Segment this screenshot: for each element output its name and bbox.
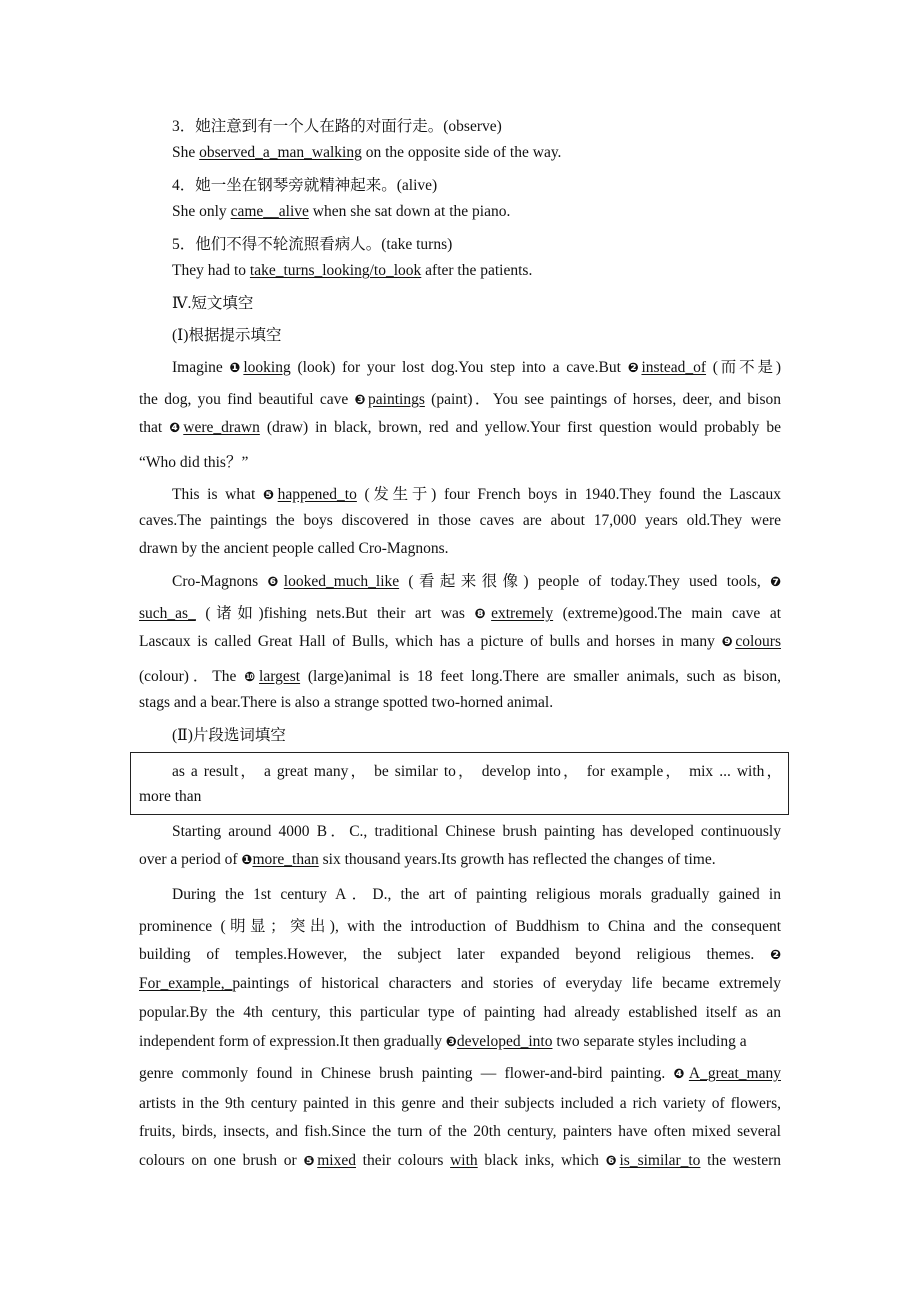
text: after the patients. [421, 262, 533, 279]
text: (large)animal is 18 feet long.There are smaller animals, such as bison, [300, 668, 781, 685]
text: that [139, 419, 170, 436]
question-4-answer-line [172, 203, 510, 221]
text: the western [700, 1152, 781, 1169]
passage-2-line-3 [172, 882, 781, 904]
blank-number: ❹ [169, 421, 184, 436]
answer-blank: more_than [252, 851, 319, 868]
text: two separate styles including a [552, 1033, 747, 1050]
blank-number: ❸ [445, 1035, 457, 1050]
passage-1-line-11 [139, 664, 781, 686]
text: six thousand years.Its growth has reflected the changes of time. [318, 851, 716, 868]
blank-number: ❶ [241, 853, 253, 868]
answer-blank: largest [259, 668, 301, 685]
blank-number: ❻ [605, 1154, 620, 1169]
text: She only [172, 203, 231, 220]
question-3-answer-line [172, 144, 561, 162]
question-5-prompt: 5．他们不得不轮流照看病人。(take turns) [172, 236, 453, 253]
answer-blank: happened_to [277, 486, 357, 503]
passage-1-line-10 [139, 633, 781, 651]
passage-1-line-5 [172, 482, 781, 504]
text: They had to [172, 262, 250, 279]
word-option: develop into， [481, 763, 581, 780]
passage-1-line-4: “Who did this？” [139, 454, 249, 471]
text: building of temples.However, the subject later expanded beyond religious themes. [139, 946, 770, 963]
word-option: more than [139, 788, 202, 805]
blank-number: ❺ [303, 1154, 318, 1169]
answer-blank: extremely [491, 605, 554, 622]
text: She [172, 144, 200, 161]
part-2-heading: (Ⅱ)片段选词填空 [172, 727, 286, 744]
blank-number: ❷ [627, 361, 642, 376]
text: paintings of historical characters and stories of everyday life became extremely [232, 975, 781, 992]
answer-blank: such_as_ [139, 605, 196, 622]
passage-2-line-8 [139, 1033, 747, 1051]
question-4-prompt: 4．她一坐在钢琴旁就精神起来。(alive) [172, 177, 438, 194]
text: (paint)．You see paintings of horses, deer, and bison [424, 391, 781, 408]
text: Starting around 4000 B．C., traditional Chinese brush painting has developed continuously [172, 823, 781, 840]
passage-2-line-7: popular.By the 4th century, this particular type of painting had already established itself as an [139, 1004, 781, 1021]
blank-number: ❼ [769, 575, 781, 590]
answer-blank: A_great_many [688, 1065, 781, 1082]
text: independent form of expression.It then gradually [139, 1033, 446, 1050]
passage-1-line-12: stags and a bear.There is also a strange spotted two-horned animal. [139, 694, 554, 711]
passage-1-line-2 [139, 387, 781, 409]
word-option: a great many， [264, 763, 369, 780]
text: when she sat down at the piano. [308, 203, 511, 220]
word-option: mix [689, 763, 714, 780]
answer-blank: observed_a_man_walking [199, 144, 362, 161]
text: on the opposite side of the way. [361, 144, 562, 161]
word-bank-box [130, 752, 789, 815]
passage-2-line-10: artists in the 9th century painted in this genre and their subjects included a rich variety of flowers, [139, 1095, 781, 1112]
passage-1-line-6: caves.The paintings the boys discovered in those caves are about 17,000 years old.They were [139, 512, 781, 529]
answer-blank: looked_much_like [283, 573, 400, 590]
part-1-heading: (Ⅰ)根据提示填空 [172, 327, 282, 344]
answer-blank: For_example,_ [139, 975, 233, 992]
text: the dog, you find beautiful cave [139, 391, 355, 408]
blank-number: ❿ [244, 670, 260, 685]
section-iv-heading: Ⅳ.短文填空 [172, 295, 254, 312]
text: their colours [355, 1152, 451, 1169]
word-option: for example， [586, 763, 684, 780]
passage-2-line-9 [139, 1065, 781, 1083]
blank-number: ❽ [474, 607, 492, 622]
passage-2-line-4: prominence (明显；突出), with the introduction of Buddhism to China and the consequent [139, 918, 781, 935]
text: (发生于) four French boys in 1940.They found the Lascaux [356, 486, 781, 503]
blank-number: ❶ [229, 361, 244, 376]
passage-1-line-8 [172, 569, 781, 591]
text: This is what [172, 486, 263, 503]
question-5-answer-line [172, 262, 532, 280]
passage-2-line-2 [139, 851, 716, 869]
answer-blank: developed_into [456, 1033, 553, 1050]
answer-blank: mixed [317, 1152, 356, 1169]
text: Imagine [172, 359, 230, 376]
passage-2-line-11: fruits, birds, insects, and fish.Since the turn of the 20th century, painters have often mixed several [139, 1123, 781, 1140]
answer-blank: were_drawn [183, 419, 260, 436]
text: colours on one brush or [139, 1152, 304, 1169]
passage-2-line-6 [139, 975, 781, 993]
text: (extreme)good.The main cave at [553, 605, 782, 622]
passage-2-line-12 [139, 1152, 781, 1170]
blank-number: ❾ [721, 635, 736, 650]
word-option: as a result， [172, 763, 259, 780]
text: During the 1st century A．D., the art of painting religious morals gradually gained in [172, 886, 781, 903]
answer-blank: take_turns_looking/to_look [249, 262, 422, 279]
text: (draw) in black, brown, red and yellow.Your first question would probably be [259, 419, 781, 436]
text: black inks, which [477, 1152, 606, 1169]
blank-number: ❻ [267, 575, 284, 590]
blank-number: ❸ [354, 393, 369, 408]
blank-number: ❺ [262, 488, 278, 503]
answer-blank: with [450, 1152, 478, 1169]
text: (诸如)fishing nets.But their art was [195, 605, 475, 622]
word-option: be similar to， [374, 763, 476, 780]
passage-2-line-1 [172, 819, 781, 841]
text: genre commonly found in Chinese brush painting — flower-and-bird painting. [139, 1065, 674, 1082]
text: Cro-Magnons [172, 573, 268, 590]
blank-number: ❹ [673, 1067, 689, 1082]
passage-1-line-1 [172, 355, 781, 377]
text: (而不是) [706, 359, 781, 376]
text: over a period of [139, 851, 242, 868]
text: (look) for your lost dog.You step into a cave.But [290, 359, 628, 376]
text: (看起来很像) people of today.They used tools, [399, 573, 770, 590]
word-bank-row [172, 759, 782, 781]
text: Lascaux is called Great Hall of Bulls, which has a picture of bulls and horses in many [139, 633, 722, 650]
answer-blank: instead_of [641, 359, 707, 376]
answer-blank: is_similar_to [619, 1152, 701, 1169]
passage-1-line-3 [139, 419, 781, 437]
answer-blank: colours [735, 633, 781, 650]
answer-blank: looking [243, 359, 291, 376]
answer-blank: came__alive [230, 203, 309, 220]
word-option: ... with， [719, 763, 783, 780]
passage-1-line-9 [139, 601, 781, 623]
question-3-prompt: 3．她注意到有一个人在路的对面行走。(observe) [172, 118, 502, 135]
passage-1-line-7: drawn by the ancient people called Cro-Magnons. [139, 540, 449, 557]
passage-2-line-5 [139, 946, 781, 964]
text: (colour)．The [139, 668, 245, 685]
blank-number: ❷ [769, 948, 781, 963]
answer-blank: paintings [368, 391, 425, 408]
